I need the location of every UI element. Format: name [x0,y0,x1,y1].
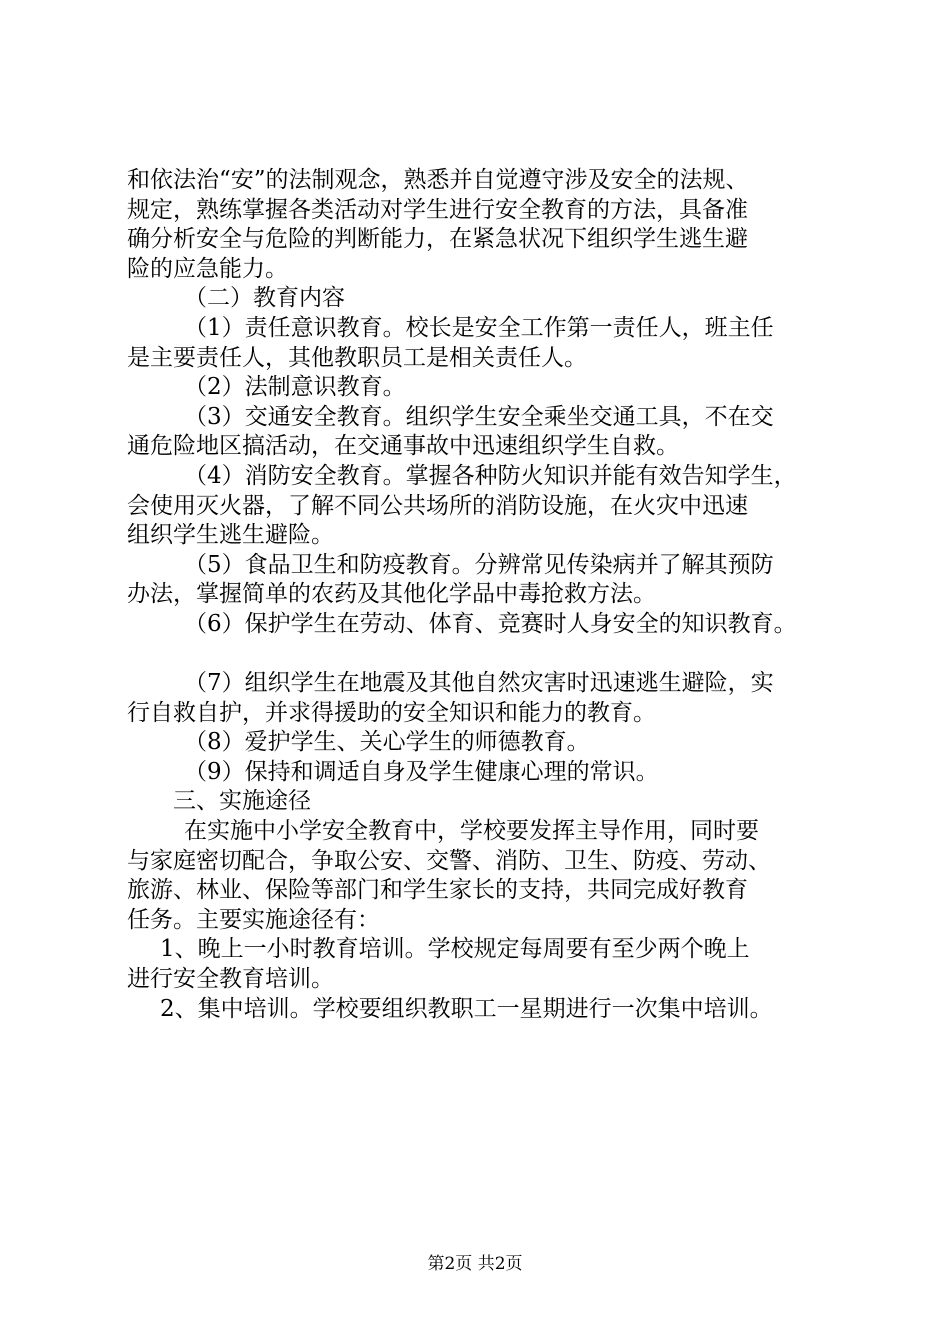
text-line: 2、集中培训。学校要组织教职工一星期进行一次集中培训。 [160,995,773,1022]
text-line: 会使用灭火器，了解不同公共场所的消防设施，在火灾中迅速 [127,492,748,519]
text-line: 与家庭密切配合，争取公安、交警、消防、卫生、防疫、劳动、 [127,847,771,874]
text-line: （2）法制意识教育。 [184,374,406,401]
text-line: （1）责任意识教育。校长是安全工作第一责任人，班主任 [184,314,774,341]
text-line: 行自救自护，并求得援助的安全知识和能力的教育。 [127,699,656,726]
text-line: 确分析安全与危险的判断能力，在紧急状况下组织学生逃生避 [127,226,748,253]
text-line: （8）爱护学生、关心学生的师德教育。 [184,729,590,756]
text-line: （6）保护学生在劳动、体育、竞赛时人身安全的知识教育。 [184,610,797,637]
text-line: （9）保持和调适自身及学生健康心理的常识。 [184,758,659,785]
text-line: （4）消防安全教育。掌握各种防火知识并能有效告知学生， [184,462,797,489]
text-line: 险的应急能力。 [127,255,288,282]
page-number: 第2页 共2页 [427,1254,523,1274]
text-line: （7）组织学生在地震及其他自然灾害时迅速逃生避险，实 [184,670,774,697]
text-line: （3）交通安全教育。组织学生安全乘坐交通工具，不在交 [184,403,774,430]
text-line: 通危险地区搞活动，在交通事故中迅速组织学生自救。 [127,433,679,460]
blank-line [127,640,847,670]
text-line: 在实施中小学安全教育中，学校要发挥主导作用，同时要 [184,818,759,845]
text-line: 组织学生逃生避险。 [127,522,334,549]
section-heading: （二）教育内容 [184,285,345,312]
text-line: 办法，掌握简单的农药及其他化学品中毒抢救方法。 [127,581,656,608]
text-line: 1、晚上一小时教育培训。学校规定每周要有至少两个晚上 [160,936,750,963]
text-line: 规定，熟练掌握各类活动对学生进行安全教育的方法，具备准 [127,196,748,223]
text-line: 和依法治“安”的法制观念，熟悉并自觉遵守涉及安全的法规、 [127,167,749,193]
document-body [127,166,847,1024]
text-line: 进行安全教育培训。 [127,966,334,993]
text-line: 是主要责任人，其他教职员工是相关责任人。 [127,344,587,371]
text-line: （5）食品卫生和防疫教育。分辨常见传染病并了解其预防 [184,551,774,578]
text-line: 旅游、林业、保险等部门和学生家长的支持，共同完成好教育 [127,877,748,904]
text-line: 任务。主要实施途径有： [127,906,380,933]
section-heading: 三、实施途径 [173,788,311,815]
